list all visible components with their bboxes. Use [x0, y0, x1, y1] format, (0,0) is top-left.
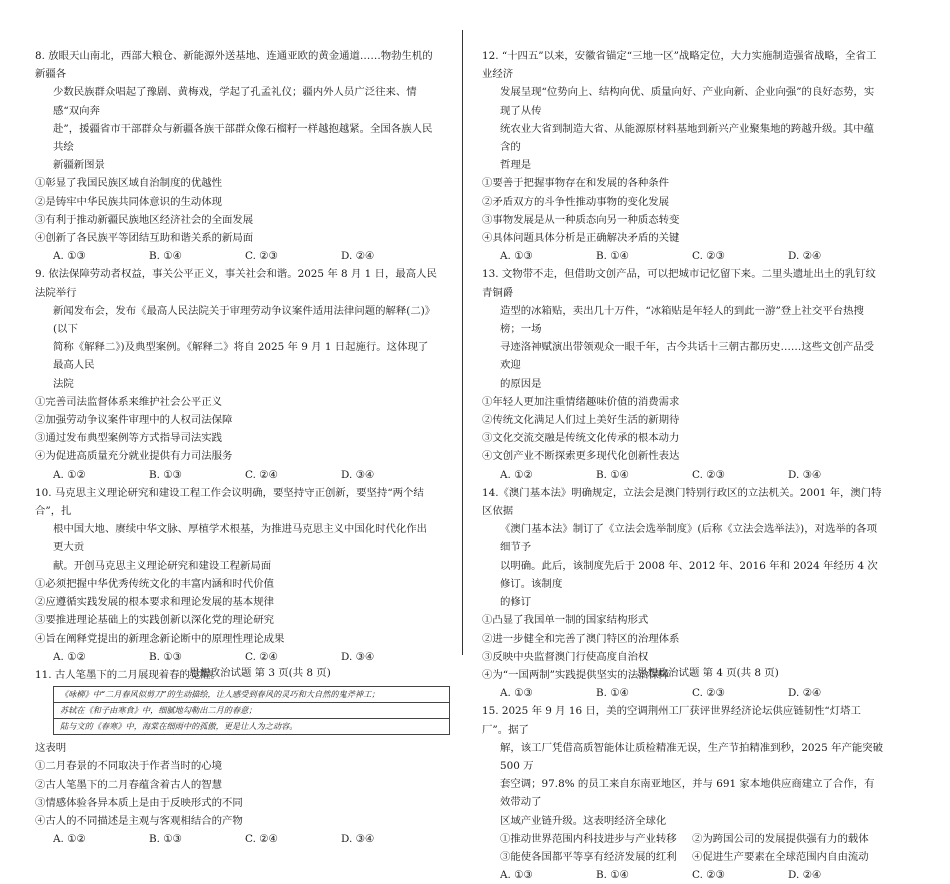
question-10-option-3: ③要推进理论基础上的实践创新以深化党的理论研究: [35, 614, 274, 627]
question-9-stem-3: 简称《解释二》)及典型案例。《解释二》将自 2025 年 9 月 1 日起施行。这体现了最高人民: [53, 341, 429, 372]
question-8-option-1: ①彰显了我国民族区域自治制度的优越性: [35, 177, 223, 190]
choice-a: A. ①③: [500, 869, 533, 882]
choice-b: B. ①④: [596, 869, 629, 882]
question-12-option-3: ③事物发展是从一种质态向另一种质态转变: [482, 213, 680, 226]
quote-row-3: 陆与文的《春寒》中，海棠在细雨中的孤傲，更是让人为之动容。: [54, 718, 449, 734]
question-14-stem-1: 14.《澳门基本法》明确规定，立法会是澳门特别行政区的立法机关。2001 年，澳门特区依据: [482, 486, 882, 518]
choice-d: D. ③④: [341, 833, 375, 846]
question-13-option-1: ①年轻人更加注重情绪趣味价值的消费需求: [482, 395, 680, 408]
question-9-option-2: ②加强劳动争议案件审理中的人权司法保障: [35, 414, 233, 427]
quote-box: [53, 686, 450, 735]
choice-b: B. ①③: [149, 650, 182, 663]
question-8-stem-3: 赴”，援疆省市干部群众与新疆各族干部群众像石榴籽一样越抱越紧。全国各族人民共绘: [53, 122, 433, 154]
question-11-lead: 这表明: [35, 742, 67, 755]
question-13-stem-1: 13. 文物带不走，但借助文创产品，可以把城市记忆留下来。二里头遗址出土的乳钉纹青铜爵: [482, 268, 876, 299]
question-12-stem-2: 发展呈现“位势向上、结构向优、质量向好、产业向新、企业向强”的良好态势，实现了从传: [500, 86, 875, 117]
question-10-stem-1: 10. 马克思主义理论研究和建设工程工作会议明确，要坚持守正创新，要坚持“两个结合”，扎: [35, 486, 424, 518]
page-footer-left: 思想政治试题 第 3 页(共 8 页): [189, 667, 331, 679]
question-9-choices: [53, 466, 437, 484]
question-9-stem-2: 新闻发布会，发布《最高人民法院关于审理劳动争议案件适用法律问题的解释(二)》(以下: [53, 304, 436, 336]
question-14-stem-3: 以明确。此后，该制度先后于 2008 年、2012 年、2016 年和 2024 年经历 4 次修订。该制度: [500, 559, 878, 590]
question-15-options-row-1: [500, 830, 884, 848]
question-10-stem-2: 根中国大地、赓续中华文脉、厚植学术根基，为推进马克思主义中国化时代化作出更大贡: [53, 523, 428, 554]
question-11-choices: [53, 830, 437, 848]
question-12-stem-1: 12. “十四五”以来，安徽省锚定“三地一区”战略定位，大力实施制造强省战略，全省工业经济: [482, 50, 877, 81]
choice-c: C. ②③: [692, 468, 725, 481]
column-divider: [462, 30, 463, 655]
question-13-stem-2: 造型的冰箱贴，卖出几十万件，“冰箱贴是年轻人的到此一游”登上社交平台热搜榜；一场: [500, 304, 864, 336]
question-12-option-1: ①要善于把握事物存在和发展的各种条件: [482, 177, 670, 190]
question-15-option-3: ③能使各国都平等享有经济发展的红利: [500, 850, 677, 863]
question-13-stem-3: 寻迹洛神赋演出带领观众一眼千年，古今共话十三朝古都历史……这些文创产品受欢迎: [500, 341, 875, 372]
question-14-stem-4: 的修订: [500, 596, 532, 609]
question-9-stem-1: 9. 依法保障劳动者权益，事关公平正义，事关社会和谐。2025 年 8 月 1 日，最高人民法院举行: [35, 268, 437, 299]
choice-a: A. ①②: [53, 468, 86, 481]
question-15: [482, 702, 884, 884]
question-13-choices: [500, 466, 884, 484]
question-12: [482, 47, 884, 265]
question-10-option-4: ④旨在阐释党提出的新理念新论断中的原理性理论成果: [35, 632, 285, 645]
choice-d: D. ②④: [788, 687, 822, 700]
question-12-option-2: ②矛盾双方的斗争性推动事物的变化发展: [482, 195, 670, 208]
question-15-option-1: ①推动世界范围内科技进步与产业转移: [500, 832, 677, 845]
question-14-option-1: ①凸显了我国单一制的国家结构形式: [482, 614, 649, 627]
choice-c: C. ②③: [692, 250, 725, 263]
question-10-option-2: ②应遵循实践发展的根本要求和理论发展的基本规律: [35, 596, 274, 609]
choice-c: C. ②③: [692, 869, 725, 882]
choice-c: C. ②④: [245, 833, 278, 846]
question-13-option-2: ②传统文化满足人们过上美好生活的新期待: [482, 414, 680, 427]
choice-d: D. ③④: [341, 468, 375, 481]
question-9-option-3: ③通过发布典型案例等方式指导司法实践: [35, 432, 223, 445]
question-15-stem-1: 15. 2025 年 9 月 16 日，美的空调荆州工厂获评世界经济论坛供应链韧性“灯塔工厂”。据了: [482, 705, 861, 736]
question-8-option-4: ④创新了各民族平等团结互助和谐关系的新局面: [35, 232, 254, 245]
choice-b: B. ①③: [149, 833, 182, 846]
question-14-stem-2: 《澳门基本法》制订了《立法会选举制度》(后称《立法会选举法》)，对选举的各项细节予: [500, 523, 877, 554]
left-column: [35, 47, 437, 848]
question-12-stem-4: 哲理是: [500, 159, 532, 172]
question-12-choices: [500, 247, 884, 265]
question-8-stem-1: 8. 放眼天山南北，西部大粮仓、新能源外送基地、连通亚欧的黄金通道……物勃生机的新疆各: [35, 50, 433, 81]
choice-b: B. ①④: [596, 468, 629, 481]
question-15-option-2: ②为跨国公司的发展提供强有力的载体: [692, 832, 869, 845]
right-column: [482, 47, 884, 884]
choice-b: B. ①④: [596, 687, 629, 700]
question-13-stem-4: 的原因是: [500, 377, 542, 390]
question-8-option-2: ②是铸牢中华民族共同体意识的生动体现: [35, 195, 223, 208]
choice-b: B. ①④: [149, 250, 182, 263]
question-15-stem-4: 区域产业链升级。这表明经济全球化: [500, 814, 667, 827]
quote-row-1: 《咏柳》中“二月春风似剪刀”的生动描绘，让人感受到春风的灵巧和大自然的鬼斧神工；: [60, 689, 380, 700]
question-12-option-4: ④具体问题具体分析是正确解决矛盾的关键: [482, 232, 680, 245]
question-15-options-row-2: [500, 848, 884, 866]
choice-a: A. ①②: [53, 833, 86, 846]
question-14-option-3: ③反映中央监督澳门行使高度自治权: [482, 650, 649, 663]
question-11-option-2: ②古人笔墨下的二月春蕴含着古人的智慧: [35, 778, 223, 791]
question-14-option-4: ④为“一国两制”实践提供坚实的法治保障: [482, 668, 670, 681]
question-14-choices: [500, 684, 884, 702]
question-10-option-1: ①必须把握中华优秀传统文化的丰富内涵和时代价值: [35, 577, 274, 590]
question-11: [35, 666, 437, 848]
question-13-option-4: ④文创产业不断探索更多现代化创新性表达: [482, 450, 680, 463]
choice-d: D. ②④: [341, 250, 375, 263]
choice-d: D. ②④: [788, 869, 822, 882]
question-14-option-2: ②进一步健全和完善了澳门特区的治理体系: [482, 632, 680, 645]
question-8: [35, 47, 437, 265]
choice-a: A. ①②: [500, 468, 533, 481]
choice-a: A. ①③: [53, 250, 86, 263]
question-9-option-4: ④为促进高质量充分就业提供有力司法服务: [35, 450, 233, 463]
question-13: [482, 265, 884, 483]
choice-d: D. ②④: [788, 250, 822, 263]
choice-d: D. ③④: [341, 650, 375, 663]
choice-c: C. ②③: [245, 250, 278, 263]
question-11-option-1: ①二月春景的不同取决于作者当时的心境: [35, 760, 223, 773]
question-12-stem-3: 统农业大省到制造大省、从能源原材料基地到新兴产业聚集地的跨越升级。其中蕴含的: [500, 122, 875, 154]
question-13-option-3: ③文化交流交融是传统文化传承的根本动力: [482, 432, 680, 445]
question-10-stem-3: 献。开创马克思主义理论研究和建设工程新局面: [53, 559, 272, 572]
question-8-stem-2: 少数民族群众唱起了豫剧、黄梅戏，学起了孔孟礼仪；疆内外人员广泛往来、情感“双向奔: [53, 86, 417, 117]
question-15-choices: [500, 866, 884, 884]
choice-b: B. ①④: [596, 250, 629, 263]
question-11-option-4: ④古人的不同描述是主观与客观相结合的产物: [35, 814, 243, 827]
question-15-stem-3: 套空调；97.8% 的员工来自东南亚地区，并与 691 家本地供应商建立了合作，有效带动了: [500, 778, 875, 809]
question-8-option-3: ③有利于推动新疆民族地区经济社会的全面发展: [35, 213, 254, 226]
question-15-stem-2: 解，该工厂凭借高质智能体让质检精准无误，生产节拍精准到秒，2025 年产能突破 500 万: [500, 741, 884, 772]
choice-c: C. ②③: [692, 687, 725, 700]
question-9-stem-4: 法院: [53, 377, 74, 390]
question-15-option-4: ④促进生产要素在全球范围内自由流动: [692, 850, 869, 863]
choice-b: B. ①③: [149, 468, 182, 481]
question-10: [35, 484, 437, 666]
question-11-stem: 11. 古人笔墨下的二月展现着春的觉醒。: [35, 668, 222, 681]
quote-row-2: 苏轼在《和子由寒食》中，细腻地勾勒出二月的春意；: [54, 702, 449, 718]
question-11-option-3: ③情感体验各异本质上是由于反映形式的不同: [35, 796, 243, 809]
page-footer-right: 思想政治试题 第 4 页(共 8 页): [637, 667, 779, 679]
question-9: [35, 265, 437, 483]
question-9-option-1: ①完善司法监督体系来维护社会公平正义: [35, 395, 223, 408]
choice-a: A. ①③: [500, 250, 533, 263]
choice-a: A. ①②: [53, 650, 86, 663]
choice-d: D. ③④: [788, 468, 822, 481]
choice-c: C. ②④: [245, 650, 278, 663]
question-8-stem-4: 新疆新图景: [53, 159, 105, 172]
question-8-choices: [53, 247, 437, 265]
choice-a: A. ①③: [500, 687, 533, 700]
choice-c: C. ②④: [245, 468, 278, 481]
